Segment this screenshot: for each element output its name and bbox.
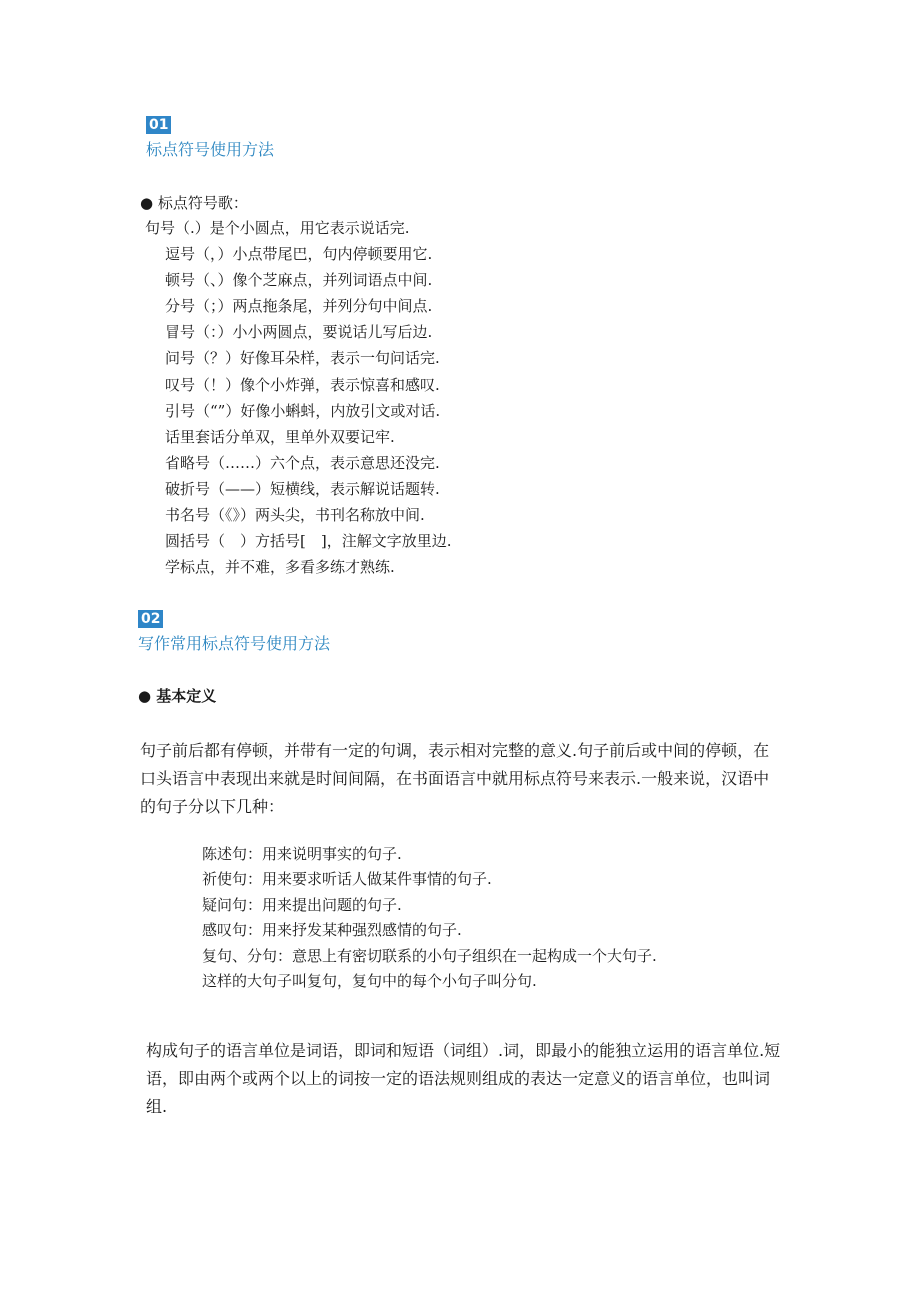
section-1-number-badge: 01: [146, 116, 171, 134]
song-line: 冒号（：）小小两圆点，要说话儿写后边.: [165, 323, 433, 342]
song-line: 话里套话分单双，里单外双要记牢.: [165, 427, 395, 446]
sentence-type-item: 感叹句：用来抒发某种强烈感情的句子.: [202, 921, 462, 940]
sentence-type-item: 这样的大句子叫复句，复句中的每个小句子叫分句.: [202, 971, 537, 990]
sentence-type-item: 陈述句：用来说明事实的句子.: [202, 845, 402, 863]
sentence-type-item: 疑问句：用来提出问题的句子.: [202, 895, 402, 914]
closing-paragraph: 构成句子的语言单位是词语，即词和短语（词组）.词，即最小的能独立运用的语言单位.短语，即由两个或两个以上的词按一定的语法规则组成的表达一定意义的语言单位，也叫词组.: [146, 1041, 781, 1116]
song-line: 问号（？）好像耳朵样，表示一句问话完.: [165, 349, 440, 368]
song-line: 圆括号（ ）方括号[ ]，注解文字放里边.: [165, 532, 452, 551]
section-1-bullet-heading: ● 标点符号歌：: [140, 194, 248, 212]
song-line: 顿号（、）像个芝麻点，并列词语点中间.: [165, 271, 433, 290]
song-line: 破折号（——）短横线，表示解说话题转.: [165, 479, 440, 498]
song-line: 省略号（……）六个点，表示意思还没完.: [165, 453, 440, 472]
song-line: 逗号（，）小点带尾巴，句内停顿要用它.: [165, 245, 433, 264]
sentence-type-item: 祈使句：用来要求听话人做某件事情的句子.: [202, 870, 492, 889]
section-2-bullet-heading: ● 基本定义: [138, 687, 217, 705]
section-2-title: 写作常用标点符号使用方法: [138, 634, 331, 653]
song-line: 句号（.）是个小圆点，用它表示说话完.: [145, 219, 410, 237]
definition-paragraph: 句子前后都有停顿，并带有一定的句调，表示相对完整的意义.句子前后或中间的停顿，在口头语言中表现出来就是时间间隔，在书面语言中就用标点符号来表示.一般来说，汉语中的句子分以下几种：: [140, 741, 770, 816]
section-1-title: 标点符号使用方法: [146, 140, 275, 159]
section-2-number-badge: 02: [138, 610, 163, 628]
punctuation-song: [145, 218, 451, 583]
sentence-type-item: 复句、分句：意思上有密切联系的小句子组织在一起构成一个大句子.: [202, 946, 657, 965]
song-line: 学标点，并不难，多看多练才熟练.: [165, 558, 395, 577]
song-line: 分号（；）两点拖条尾，并列分句中间点.: [165, 297, 433, 316]
sentence-types-list: [202, 844, 657, 996]
song-line: 引号（“”）好像小蝌蚪，内放引文或对话.: [165, 401, 441, 420]
song-line: 书名号（《》）两头尖，书刊名称放中间.: [165, 506, 425, 525]
song-line: 叹号（！）像个小炸弹，表示惊喜和感叹.: [165, 375, 440, 394]
